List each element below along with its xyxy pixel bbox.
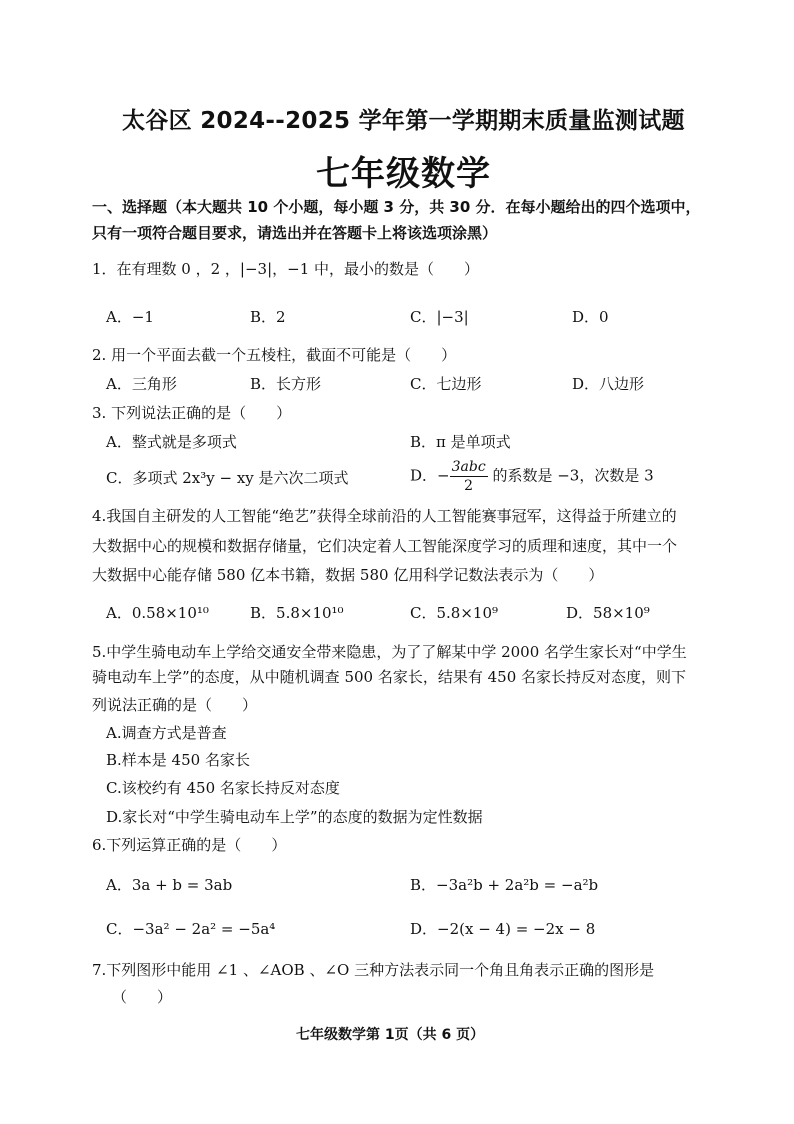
question-5-line2: 骑电动车上学”的态度，从中随机调查 500 名家长，结果有 450 名家长持反对态度，则下 (92, 668, 687, 686)
q5-option-d: D.家长对“中学生骑电动车上学”的态度的数据为定性数据 (106, 808, 483, 826)
q3-option-a: A．整式就是多项式 (106, 433, 237, 451)
q3-option-d-fraction (450, 458, 488, 495)
q3-option-b: B．π 是单项式 (410, 433, 511, 451)
question-5-line3: 列说法正确的是（ ） (92, 696, 258, 714)
q4-option-b: B．5.8×10¹⁰ (250, 604, 344, 622)
question-5-line1: 5.中学生骑电动车上学给交通安全带来隐患，为了了解某中学 2000 名学生家长对“中学生 (92, 643, 687, 661)
q4-option-d: D．58×10⁹ (566, 604, 650, 622)
q1-option-c: C．|−3| (410, 308, 469, 326)
subject-title: 七年级数学 (316, 154, 491, 194)
q4-option-a: A．0.58×10¹⁰ (106, 604, 209, 622)
question-3-stem: 3. 下列说法正确的是（ ） (92, 404, 292, 422)
q3-option-d (410, 458, 654, 495)
question-1-stem: 1．在有理数 0 ，2 ，|−3|，−1 中，最小的数是（ ） (92, 260, 480, 278)
question-4-line1: 4.我国自主研发的人工智能“绝艺”获得全球前沿的人工智能赛事冠军，这得益于所建立的 (92, 507, 677, 525)
page-footer: 七年级数学第 1页（共 6 页） (296, 1027, 485, 1043)
question-7-line1: 7.下列图形中能用 ∠1 、∠AOB 、∠O 三种方法表示同一个角且角表示正确的图形是 (92, 961, 655, 979)
q1-option-d: D．0 (572, 308, 609, 326)
q5-option-b: B.样本是 450 名家长 (106, 751, 250, 769)
fraction-denominator: 2 (464, 478, 474, 494)
fraction-numerator: 3abc (451, 459, 486, 475)
q5-option-a: A.调查方式是普查 (106, 724, 227, 742)
exam-title: 太谷区 2024--2025 学年第一学期期末质量监测试题 (122, 108, 685, 134)
section-heading-line1: 一、选择题（本大题共 10 个小题，每小题 3 分，共 30 分．在每小题给出的四个选项中， (92, 198, 701, 216)
q6-option-b: B．−3a²b + 2a²b = −a²b (410, 876, 599, 894)
q2-option-a: A．三角形 (106, 375, 177, 393)
q6-option-a: A．3a + b = 3ab (106, 876, 233, 894)
q2-option-c: C．七边形 (410, 375, 482, 393)
question-7-line2: （ ） (112, 988, 173, 1006)
q3-option-c: C．多项式 2x³y − xy 是六次二项式 (106, 469, 349, 487)
question-6-stem: 6.下列运算正确的是（ ） (92, 836, 287, 854)
question-4-line3: 大数据中心能存储 580 亿本书籍，数据 580 亿用科学记数法表示为（ ） (92, 566, 604, 584)
q2-option-b: B．长方形 (250, 375, 322, 393)
q6-option-d: D．−2(x − 4) = −2x − 8 (410, 920, 596, 938)
q2-option-d: D．八边形 (572, 375, 645, 393)
q4-option-c: C．5.8×10⁹ (410, 604, 499, 622)
q1-option-b: B．2 (250, 308, 286, 326)
q5-option-c: C.该校约有 450 名家长持反对态度 (106, 779, 340, 797)
question-4-line2: 大数据中心的规模和数据存储量，它们决定着人工智能深度学习的质理和速度，其中一个 (92, 537, 678, 555)
q6-option-c: C．−3a² − 2a² = −5a⁴ (106, 920, 276, 938)
q3-option-d-suffix: 的系数是 −3，次数是 3 (492, 466, 654, 485)
q3-option-d-prefix: D．− (410, 466, 450, 485)
section-heading-line2: 只有一项符合题目要求，请选出并在答题卡上将该选项涂黑） (92, 224, 498, 242)
q1-option-a: A．−1 (106, 308, 154, 326)
question-2-stem: 2. 用一个平面去截一个五棱柱，截面不可能是（ ） (92, 346, 457, 364)
